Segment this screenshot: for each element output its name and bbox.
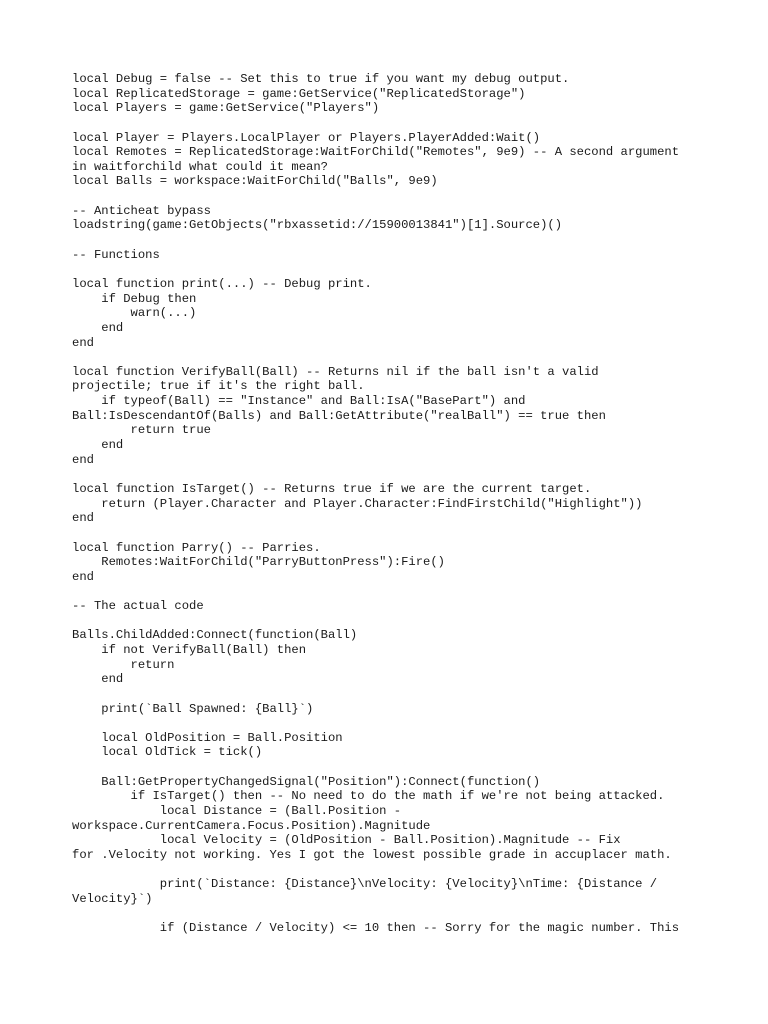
code-line: if IsTarget() then -- No need to do the math if we're not being attacked. [72,789,665,804]
code-line: local Players = game:GetService("Players") [72,101,380,116]
code-line: if Debug then [72,291,197,306]
code-line: return true [72,423,211,438]
code-line: local function print(...) -- Debug print. [72,276,372,291]
code-line: print(`Distance: {Distance}\nVelocity: {Velocity}\nTime: {Distance / [72,877,658,892]
code-line: in waitforchild what could it mean? [72,159,328,174]
code-line [72,467,708,482]
code-line: if (Distance / Velocity) <= 10 then -- Sorry for the magic number. This [72,921,680,936]
code-line: return (Player.Character and Player.Character:FindFirstChild("Highlight")) [72,496,643,511]
code-line [72,116,708,131]
code-line: Remotes:WaitForChild("ParryButtonPress"):Fire() [72,555,445,570]
code-line [72,614,708,629]
code-line: print(`Ball Spawned: {Ball}`) [72,701,314,716]
code-line: end [72,438,124,453]
code-line: end [72,511,94,526]
code-line [72,584,708,599]
code-line [72,189,708,204]
code-line: -- Functions [72,247,160,262]
code-line: -- Anticheat bypass [72,203,211,218]
code-line: local Distance = (Ball.Position - [72,804,402,819]
code-line: local Velocity = (OldPosition - Ball.Position).Magnitude -- Fix [72,833,621,848]
code-line: local Player = Players.LocalPlayer or Players.PlayerAdded:Wait() [72,130,541,145]
code-line [72,262,708,277]
code-line: local function IsTarget() -- Returns true if we are the current target. [72,481,592,496]
code-line: local Remotes = ReplicatedStorage:WaitForChild("Remotes", 9e9) -- A second argument [72,145,680,160]
code-line [72,350,708,365]
code-line: local Balls = workspace:WaitForChild("Balls", 9e9) [72,174,438,189]
code-line: Balls.ChildAdded:Connect(function(Ball) [72,628,358,643]
code-line: local Debug = false -- Set this to true if you want my debug output. [72,72,570,86]
code-line: Velocity}`) [72,891,153,906]
code-line: local OldPosition = Ball.Position [72,730,343,745]
code-line: workspace.CurrentCamera.Focus.Position).Magnitude [72,818,431,833]
code-line: local OldTick = tick() [72,745,263,760]
code-line: -- The actual code [72,599,204,614]
code-line: end [72,335,94,350]
code-line: projectile; true if it's the right ball. [72,379,365,394]
code-line [72,526,708,541]
code-line: end [72,452,94,467]
code-line: for .Velocity not working. Yes I got the lowest possible grade in accuplacer math. [72,847,672,862]
code-line: Ball:GetPropertyChangedSignal("Position"):Connect(function() [72,774,541,789]
code-line [72,233,708,248]
code-document [72,72,708,936]
code-line: if not VerifyBall(Ball) then [72,642,307,657]
code-line [72,863,708,878]
code-line [72,907,708,922]
code-line: return [72,657,175,672]
code-line: end [72,569,94,584]
code-line: if typeof(Ball) == "Instance" and Ball:IsA("BasePart") and [72,394,526,409]
code-line: warn(...) [72,306,197,321]
code-line [72,716,708,731]
code-line [72,687,708,702]
code-line: Ball:IsDescendantOf(Balls) and Ball:GetAttribute("realBall") == true then [72,408,606,423]
code-line: end [72,672,124,687]
code-line: end [72,320,124,335]
code-line: loadstring(game:GetObjects("rbxassetid://15900013841")[1].Source)() [72,218,563,233]
code-line: local ReplicatedStorage = game:GetService("ReplicatedStorage") [72,86,526,101]
code-line: local function Parry() -- Parries. [72,540,321,555]
code-line: local function VerifyBall(Ball) -- Returns nil if the ball isn't a valid [72,364,599,379]
code-line [72,760,708,775]
